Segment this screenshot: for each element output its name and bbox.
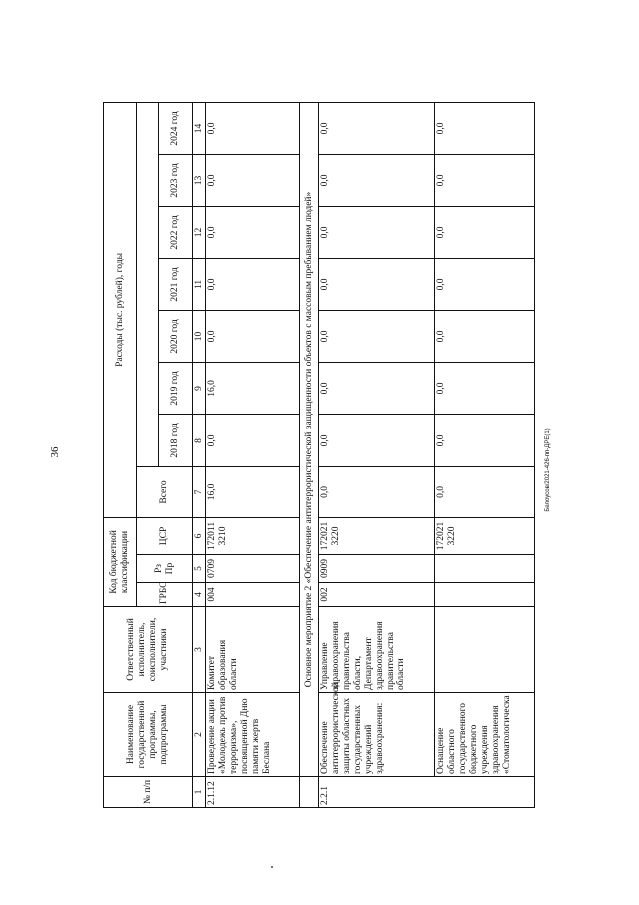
row-total: 16,0 [206, 466, 300, 517]
header-grbs: ГРБС [137, 583, 193, 607]
row-2021: 0,0 [319, 258, 435, 310]
row-2024: 0,0 [319, 102, 435, 154]
section-title: Основное мероприятие 2 «Обеспечение антитеррористической защищенности объектов с массовым пребыванием людей» [300, 102, 319, 776]
header-2021: 2021 год [159, 258, 193, 310]
row-name: Оснащение областного государственного бюджетного учреждения здравоохранения «Стоматологическа [435, 693, 535, 777]
row-2019: 0,0 [319, 362, 435, 414]
row-num: 2.1.12 [206, 777, 300, 808]
header-2024: 2024 год [159, 102, 193, 154]
row-csr: 172021 3220 [319, 517, 435, 554]
row-responsible [435, 607, 535, 693]
row-grbs [435, 583, 535, 607]
row-rz-pr: 0709 [206, 555, 300, 583]
row-2022: 0,0 [206, 206, 300, 258]
header-expenses: Расходы (тыс. рублей), годы [104, 102, 137, 517]
rotated-table-container [103, 103, 535, 808]
colnum: 14 [193, 102, 206, 154]
table-row [206, 102, 300, 807]
row-responsible: Комитет образования области [206, 607, 300, 693]
row-2018: 0,0 [206, 414, 300, 466]
column-numbers-row [193, 102, 206, 807]
scan-dot [271, 866, 273, 868]
colnum: 8 [193, 414, 206, 466]
row-2020: 0,0 [319, 310, 435, 362]
row-2024: 0,0 [206, 102, 300, 154]
header-csr: ЦСР [137, 517, 193, 554]
row-2020: 0,0 [435, 310, 535, 362]
colnum: 5 [193, 555, 206, 583]
table-row [435, 102, 535, 807]
header-2020: 2020 год [159, 310, 193, 362]
colnum: 1 [193, 777, 206, 808]
row-2022: 0,0 [435, 206, 535, 258]
row-csr: 172021 3220 [435, 517, 535, 554]
row-2021: 0,0 [206, 258, 300, 310]
colnum: 7 [193, 466, 206, 517]
section-blank [300, 777, 319, 808]
header-num: № п/п [104, 777, 193, 808]
page-number: 36 [49, 446, 61, 458]
section-row [300, 102, 319, 807]
row-2024: 0,0 [435, 102, 535, 154]
colnum: 10 [193, 310, 206, 362]
header-responsible: Ответственный исполнитель, соисполнители, участники [104, 607, 193, 693]
row-total: 0,0 [435, 466, 535, 517]
header-rz-pr: Рз Пр [137, 555, 193, 583]
row-2020: 0,0 [206, 310, 300, 362]
header-years-spacer [137, 102, 159, 466]
row-2023: 0,0 [206, 154, 300, 206]
colnum: 9 [193, 362, 206, 414]
colnum: 3 [193, 607, 206, 693]
colnum: 11 [193, 258, 206, 310]
row-2018: 0,0 [435, 414, 535, 466]
row-2023: 0,0 [435, 154, 535, 206]
row-grbs: 004 [206, 583, 300, 607]
colnum: 4 [193, 583, 206, 607]
row-name: Проведение акции «Молодежь против терроризма», посвященной Дню памяти жертв Беслана [206, 693, 300, 777]
header-2023: 2023 год [159, 154, 193, 206]
row-total: 0,0 [319, 466, 435, 517]
row-rz-pr [435, 555, 535, 583]
row-2018: 0,0 [319, 414, 435, 466]
row-2019: 16,0 [206, 362, 300, 414]
header-2018: 2018 год [159, 414, 193, 466]
row-csr: 172011 3210 [206, 517, 300, 554]
colnum: 12 [193, 206, 206, 258]
budget-table [103, 102, 535, 808]
row-responsible: Управление здравоохранения правительства области, Департамент здравоохранения правительства области [319, 607, 435, 693]
row-rz-pr: 0909 [319, 555, 435, 583]
row-2022: 0,0 [319, 206, 435, 258]
row-2019: 0,0 [435, 362, 535, 414]
colnum: 13 [193, 154, 206, 206]
footer-code: Белоусов/2021-426-пп-ДРЕ(1) [545, 428, 551, 512]
header-total: Всего [137, 466, 193, 517]
colnum: 2 [193, 693, 206, 777]
header-budget-code: Код бюджетной классификации [104, 517, 137, 606]
row-2021: 0,0 [435, 258, 535, 310]
row-grbs: 002 [319, 583, 435, 607]
header-2022: 2022 год [159, 206, 193, 258]
row-name: Обеспечение антитеррористической защиты областных государственных учреждений здравоохранения: [319, 693, 435, 777]
header-name: Наименование государственной программы, подпрограммы [104, 693, 193, 777]
header-2019: 2019 год [159, 362, 193, 414]
colnum: 6 [193, 517, 206, 554]
row-2023: 0,0 [319, 154, 435, 206]
table-row [319, 102, 435, 807]
row-num: 2.2.1 [319, 777, 535, 808]
